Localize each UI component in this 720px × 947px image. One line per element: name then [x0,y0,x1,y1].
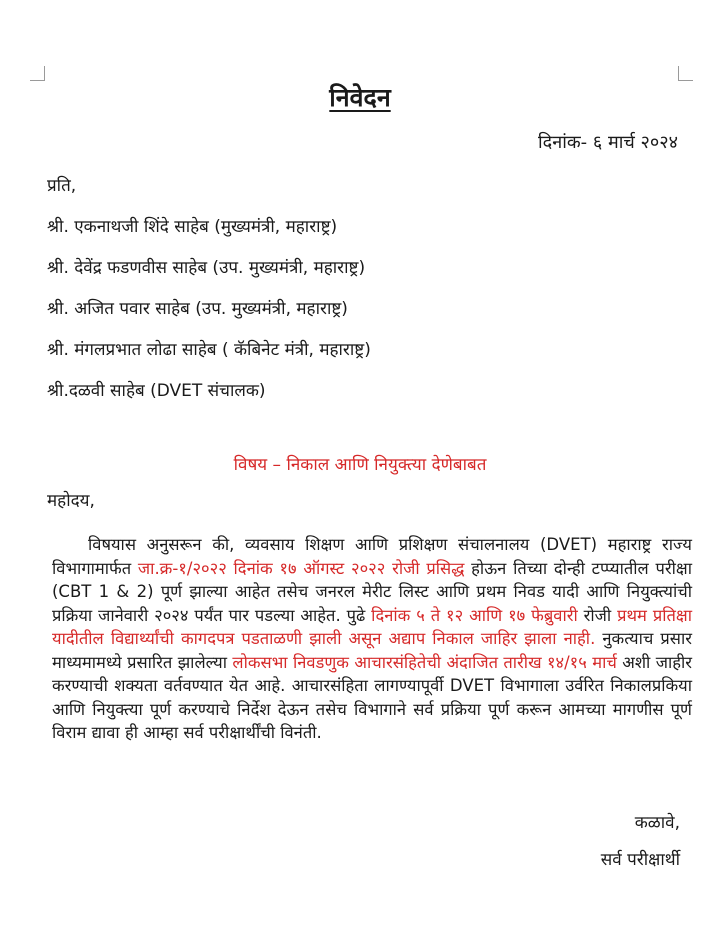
body-segment: विषयास अनुसरून की, व्यवसाय शिक्षण आणि प्रशिक्षण संचालनालय (DVET) महाराष्ट्र राज्य विभागामार्फत [52,535,692,578]
page-corner-mark-left [30,66,45,81]
page-corner-mark-right [678,66,693,81]
body-highlight: जा.क्र-१/२०२२ दिनांक १७ ऑगस्ट २०२२ रोजी प्रसिद्ध [137,558,465,578]
body-highlight: प्रथम प्रतिक्षा यादीतील विद्यार्थ्यांची कागदपत्र पडताळणी झाली असून अद्याप निकाल जाहिर झाला नाही. [52,605,692,648]
body-highlight: लोकसभा निवडणुक आचारसंहितेची अंदाजित तारीख १४/१५ मार्च [232,652,617,672]
subject-line: विषय – निकाल आणि नियुक्त्या देणेबाबत [233,455,487,475]
document-title-row [0,80,720,114]
body-segment: अशी जाहीर करण्याची शक्यता वर्तवण्यात येत आहे. आचारसंहिता लागण्यापूर्वी DVET विभागाला उर्वरित निकालप्रकिया आणि नियुक्त्या पूर्ण करण्याचे निर्देश देऊन तसेच विभागाने सर्व प्रक्रिया पूर्ण करून आमच्या मागणीस पूर्ण विराम द्यावा ही आम्हा सर्व परीक्षार्थींची विनंती. [52,652,693,742]
body-highlight: दिनांक ५ ते १२ आणि १७ फेब्रुवारी [371,605,578,625]
document-title: निवेदन [329,83,391,112]
recipient-line: श्री. मंगलप्रभात लोढा साहेब ( कॅबिनेट मंत्री, महाराष्ट्र) [47,340,371,360]
letter-body [52,533,692,745]
signature-line: सर्व परीक्षार्थी [600,850,680,870]
recipient-line: श्री. एकनाथजी शिंदे साहेब (मुख्यमंत्री, महाराष्ट्र) [47,217,338,237]
recipient-prefix: प्रति, [47,176,77,196]
recipient-line: श्री. देवेंद्र फडणवीस साहेब (उप. मुख्यमंत्री, महाराष्ट्र) [47,258,366,278]
closing-line: कळावे, [634,813,680,833]
recipient-line: श्री. अजित पवार साहेब (उप. मुख्यमंत्री, महाराष्ट्र) [47,299,348,319]
document-date: दिनांक- ६ मार्च २०२४ [537,132,678,153]
recipient-line: श्री.दळवी साहेब (DVET संचालक) [47,381,266,401]
salutation: महोदय, [47,491,95,511]
recipient-list [47,172,371,418]
body-segment: नुकत्याच प्रसार माध्यमामध्ये प्रसारित झालेल्या [52,629,692,672]
body-segment: होऊन तिच्या दोन्ही टप्प्यातील परीक्षा (CBT 1 & 2) पूर्ण झाल्या आहेत तसेच जनरल मेरीट लिस्ट आणि प्रथम निवड यादी आणि नियुक्त्यांची प्रक्रिया जानेवारी २०२४ पर्यंत पार पडल्या आहेत. पुढे [52,558,692,625]
body-segment: रोजी [577,605,618,625]
